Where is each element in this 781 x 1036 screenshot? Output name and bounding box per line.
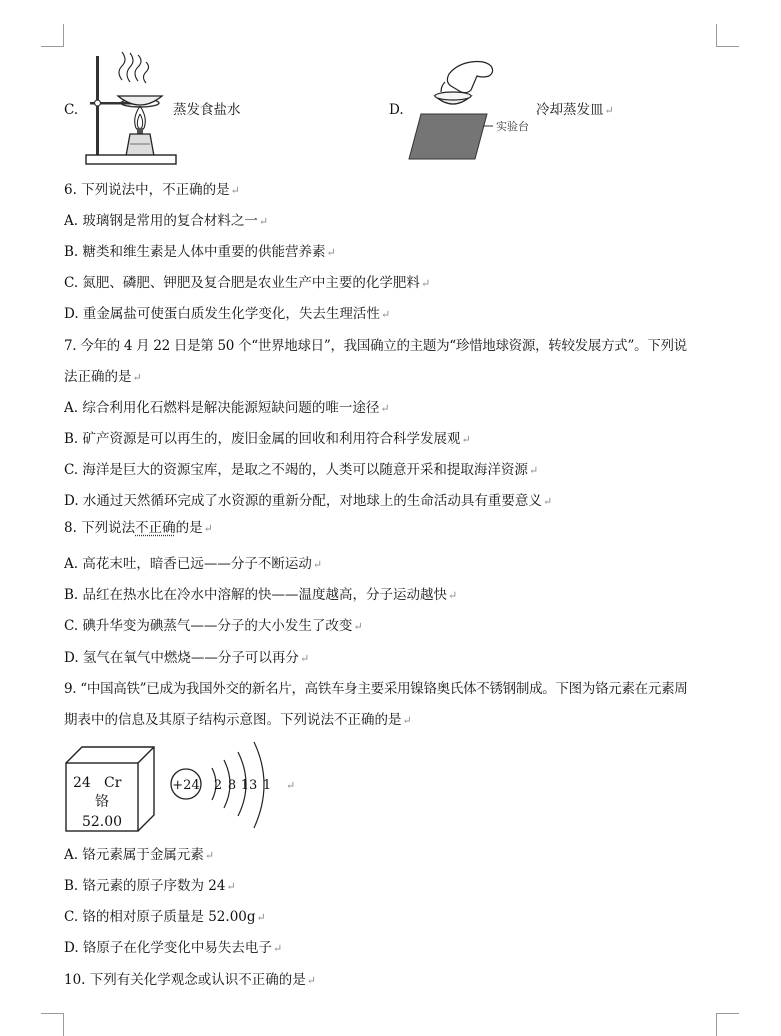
atomic-number: 24: [73, 775, 91, 791]
element-symbol: Cr: [104, 775, 122, 791]
option-c-text: 蒸发食盐水: [173, 102, 241, 118]
question-9-option-c: C. 铬的相对原子质量是 52.00g↵: [64, 909, 266, 925]
question-10-stem: 10. 下列有关化学观念或认识不正确的是↵: [64, 972, 316, 988]
question-8-option-c: C. 碘升华变为碘蒸气——分子的大小发生了改变↵: [64, 618, 363, 634]
question-8-stem: 8. 下列说法不正确的是↵: [64, 520, 213, 536]
option-d-text: 冷却蒸发皿↵: [536, 102, 614, 118]
question-6-stem: 6. 下列说法中，不正确的是↵: [64, 182, 240, 198]
element-name: 铬: [95, 794, 109, 810]
emphasis-text: 不正确: [135, 520, 176, 536]
question-6-option-d: D. 重金属盐可使蛋白质发生化学变化，失去生理活性↵: [64, 306, 391, 322]
question-7-stem-line2: 法正确的是↵: [64, 369, 142, 385]
question-9-option-d: D. 铬原子在化学变化中易失去电子↵: [64, 940, 283, 956]
question-6-option-b: B. 糖类和维生素是人体中重要的供能营养素↵: [64, 244, 336, 260]
question-9-stem-line2: 期表中的信息及其原子结构示意图。下列说法不正确的是↵: [64, 712, 412, 728]
question-7-option-d: D. 水通过天然循环完成了水资源的重新分配，对地球上的生命活动具有重要意义↵: [64, 493, 553, 509]
question-7-stem-line1: 7. 今年的 4 月 22 日是第 50 个“世界地球日”，我国确立的主题为“珍惜地球资源，转较发展方式”。下列说: [64, 338, 687, 354]
evaporation-apparatus-illustration: [84, 52, 180, 167]
page-corner-mark: [41, 1013, 64, 1036]
question-9-option-b: B. 铬元素的原子序数为 24↵: [64, 878, 236, 894]
question-8-option-a: A. 高花末吐，暗香已远——分子不断运动↵: [64, 556, 323, 572]
question-7-option-c: C. 海洋是巨大的资源宝库，是取之不竭的，人类可以随意开采和提取海洋资源↵: [64, 462, 539, 478]
page-corner-mark: [716, 24, 739, 47]
nucleus-charge: +24: [172, 778, 200, 793]
atomic-mass: 52.00: [81, 814, 123, 830]
shell-electrons: 8: [227, 778, 237, 793]
option-c-letter: C.: [64, 102, 79, 118]
question-8-option-b: B. 品红在热水比在冷水中溶解的快——温度越高，分子运动越快↵: [64, 587, 458, 603]
chromium-element-cell: [64, 745, 156, 833]
question-6-option-a: A. 玻璃钢是常用的复合材料之一↵: [64, 213, 269, 229]
page-corner-mark: [716, 1013, 739, 1036]
question-9-option-a: A. 铬元素属于金属元素↵: [64, 847, 215, 863]
question-8-option-d: D. 氢气在氧气中燃烧——分子可以再分↵: [64, 650, 310, 666]
question-9-stem-line1: 9. “中国高铁”已成为我国外交的新名片，高铁车身主要采用镍铬奥氏体不锈钢制成。下图为铬元素在元素周: [64, 681, 688, 697]
bench-label: 实验台: [496, 120, 529, 133]
option-d-letter: D.: [389, 102, 404, 118]
question-7-option-a: A. 综合利用化石燃料是解决能源短缺问题的唯一途径↵: [64, 400, 390, 416]
shell-electrons: 2: [213, 778, 223, 793]
paragraph-mark: ↵: [286, 779, 296, 792]
question-6-option-c: C. 氮肥、磷肥、钾肥及复合肥是农业生产中主要的化学肥料↵: [64, 275, 431, 291]
paragraph-mark: ↵: [604, 104, 614, 117]
cooling-dish-illustration: [405, 56, 535, 164]
shell-electrons: 1: [262, 778, 272, 793]
page-corner-mark: [41, 24, 64, 47]
question-7-option-b: B. 矿产资源是可以再生的，废旧金属的回收和利用符合科学发展观↵: [64, 431, 471, 447]
shell-electrons: 13: [240, 778, 258, 793]
atomic-structure-diagram: [168, 740, 298, 832]
